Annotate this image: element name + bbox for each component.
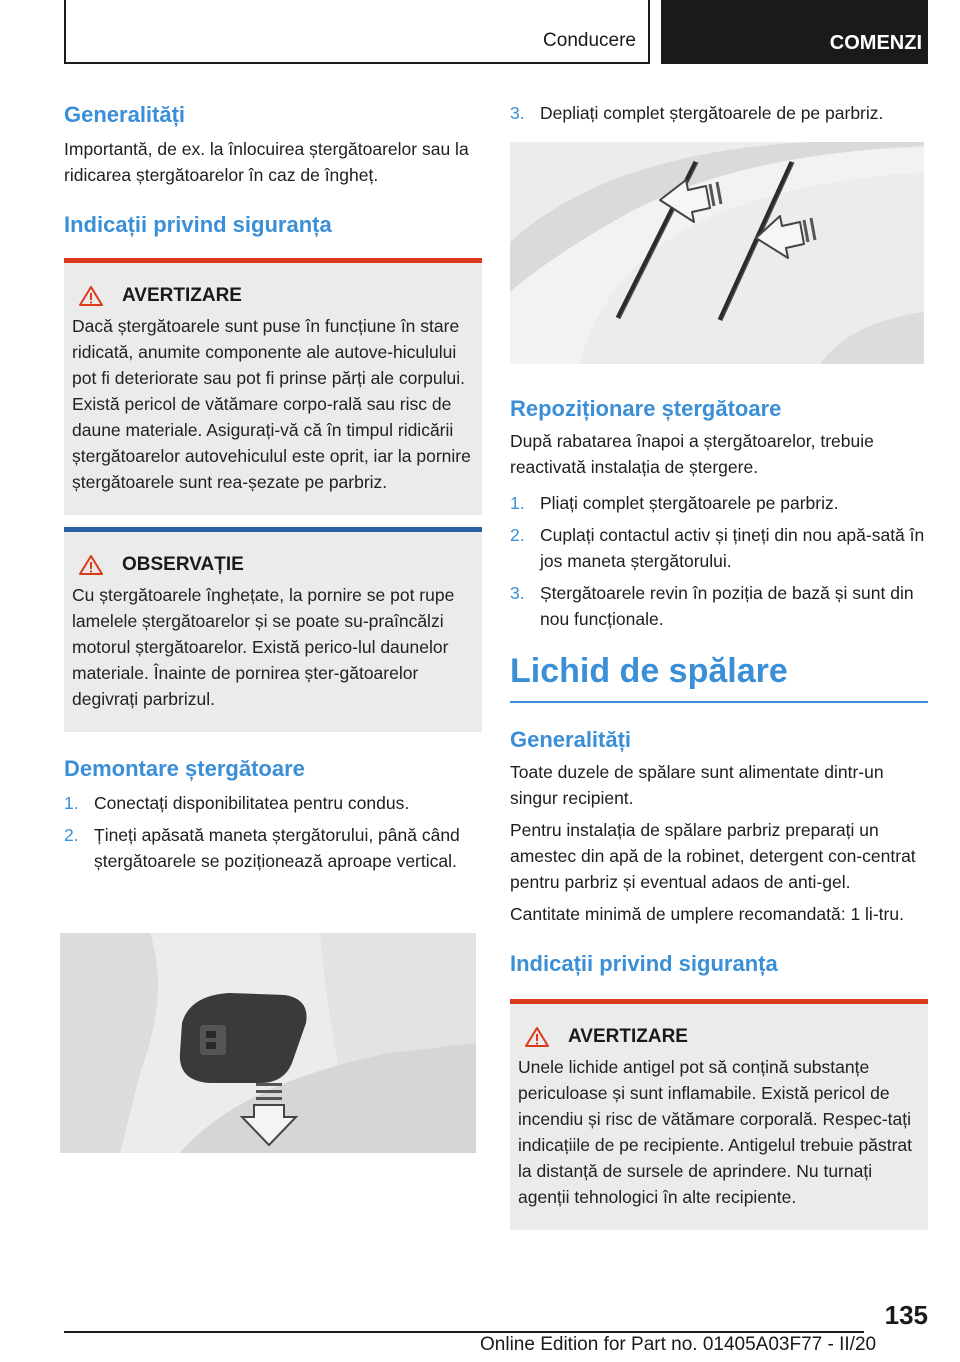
remove-steps-continued xyxy=(510,100,928,126)
warning-triangle-icon xyxy=(524,1026,550,1048)
left-column xyxy=(64,100,482,880)
fluid-warning-title xyxy=(518,1026,918,1048)
general-text: Importantă, de ex. la înlocuirea ștergătoarelor sau la ridicarea ștergătoarelor în caz de îngheț. xyxy=(64,139,469,185)
header-section-box xyxy=(64,0,650,64)
notice-box-title xyxy=(72,554,472,576)
list-item: 3. Depliați complet ștergătoarele de pe parbriz. xyxy=(510,103,884,123)
warning-triangle-icon xyxy=(78,554,104,576)
fluid-warning-label: AVERTIZARE xyxy=(568,1026,688,1047)
header-chapter-tab: COMENZI xyxy=(661,0,928,64)
windshield-wipers-drawing xyxy=(510,142,924,364)
fluid-general-heading: Generalități xyxy=(510,727,632,752)
wiper-lever-drawing xyxy=(60,933,476,1153)
fluid-general-p1: Toate duzele de spălare sunt alimentate dintr-un singur recipient. xyxy=(510,762,884,808)
fluid-safety-heading: Indicații privind siguranța xyxy=(510,951,778,976)
list-item: 1. Pliați complet ștergătoarele pe parbriz. xyxy=(510,493,839,513)
notice-label: OBSERVAȚIE xyxy=(122,554,244,575)
list-item: 3. Ștergătoarele revin în poziția de bază și sunt din nou funcționale. xyxy=(510,583,914,629)
warning-text: Dacă ștergătoarele sunt puse în funcțiune în stare ridicată, anumite componente ale autove-hiculului pot fi deteriorate sau pot fi prinse părți ale corpului. Există pericol de vătămare corpo-rală sau risc de daune materiale. Asigurați-vă că în timpul ridicării ștergătoarelor autovehiculul este oprit, iar la pornire ștergătoarele sunt rea-șezate pe parbriz. xyxy=(72,316,471,492)
footer-edition: Online Edition for Part no. 01405A03F77 - II/20 xyxy=(480,1334,877,1355)
warning-triangle-icon xyxy=(78,285,104,307)
notice-text: Cu ștergătoarele înghețate, la pornire se pot rupe lamelele ștergătoarelor și se poate su-praîncălzi motorul ștergătoarelor. Există perico-lul daunelor materiale. Înainte de pornirea șter-gătoarelor degivrați parbrizul. xyxy=(72,585,455,709)
fluid-section-title: Lichid de spălare xyxy=(510,652,928,703)
warning-box-title xyxy=(72,285,472,307)
general-heading: Generalități xyxy=(64,102,186,127)
reposition-steps xyxy=(510,490,928,632)
warning-box xyxy=(64,258,482,515)
reposition-text: După rabatarea înapoi a ștergătoarelor, trebuie reactivată instalația de ștergere. xyxy=(510,431,874,477)
safety-heading: Indicații privind siguranța xyxy=(64,212,332,237)
fluid-general-p3: Cantitate minimă de umplere recomandată: 1 li-tru. xyxy=(510,904,904,924)
header-section-label: Conducere xyxy=(543,30,636,51)
wiper-lever-illustration xyxy=(60,933,476,1153)
list-item: 2. Cuplați contactul activ și țineți din nou apă-sată în jos maneta ștergătorului. xyxy=(510,525,925,571)
remove-heading: Demontare ștergătoare xyxy=(64,756,305,781)
fluid-general-p2: Pentru instalația de spălare parbriz preparați un amestec din apă de la robinet, detergent con-centrat pentru parbriz și eventual adaos de anti-gel. xyxy=(510,820,916,892)
list-item: 2. Țineți apăsată maneta ștergătorului, până când ștergătoarele se poziționează aproape vertical. xyxy=(64,825,460,871)
windshield-wipers-illustration xyxy=(510,142,924,364)
remove-steps xyxy=(64,790,482,874)
footer-divider xyxy=(64,1331,864,1333)
right-column xyxy=(510,100,928,1230)
warning-label: AVERTIZARE xyxy=(122,285,242,306)
notice-box xyxy=(64,527,482,732)
fluid-warning-text: Unele lichide antigel pot să conțină substanțe periculoase și sunt inflamabile. Există pericol de incendiu și risc de vătămare corporală. Respec-tați indicațiile de pe recipiente. Antigelul trebuie păstrat la distanță de sursele de aprindere. Nu turnați agenții tehnologici în alte recipiente. xyxy=(518,1057,912,1207)
page-header xyxy=(64,0,928,64)
page-number: 135 xyxy=(884,1300,928,1330)
list-item: 1. Conectați disponibilitatea pentru condus. xyxy=(64,793,410,813)
fluid-warning-box xyxy=(510,999,928,1230)
reposition-heading: Repoziționare ștergătoare xyxy=(510,396,782,421)
